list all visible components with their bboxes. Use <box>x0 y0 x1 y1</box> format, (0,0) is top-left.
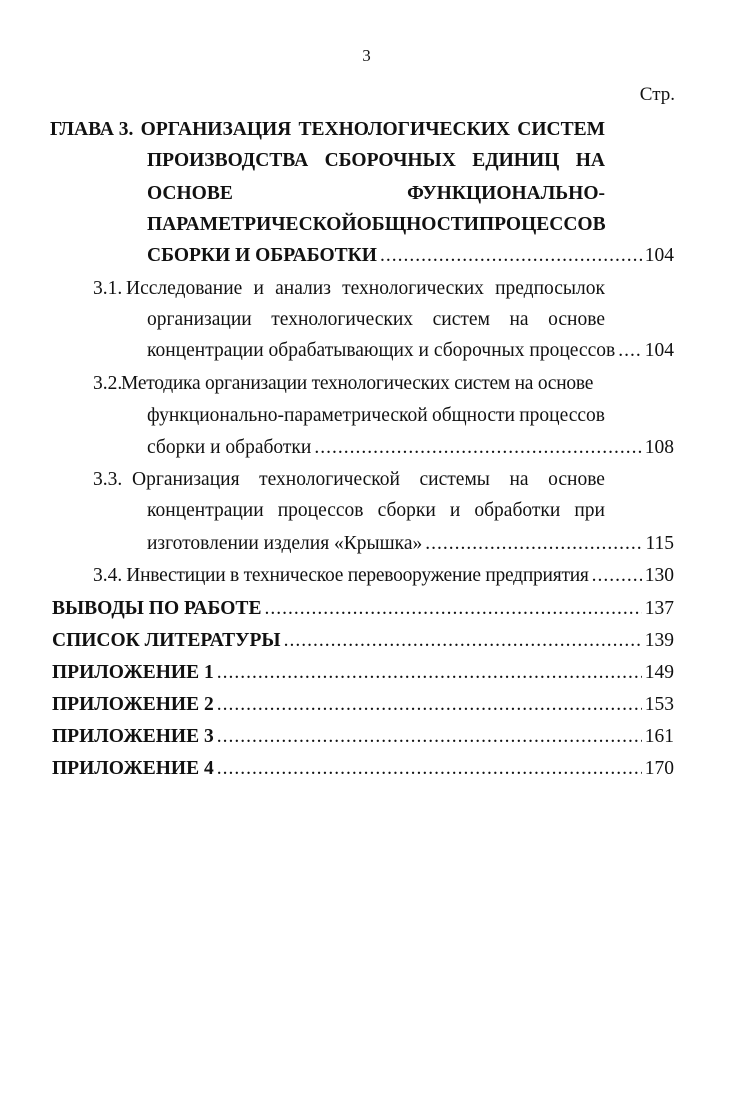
section-number: 3.1. <box>93 278 123 299</box>
page-ref: 139 <box>644 630 674 651</box>
page-column-label: Стр. <box>639 84 675 105</box>
word: процессов <box>277 500 364 521</box>
word: ФУНКЦИОНАЛЬНО- <box>407 183 605 204</box>
toc-entry-conclusions[interactable] <box>52 597 674 621</box>
toc-entry-appendix-3[interactable] <box>52 725 674 749</box>
page-ref: 161 <box>644 726 674 747</box>
word: и <box>253 278 264 299</box>
word: технологической <box>259 469 400 490</box>
page-ref: 153 <box>644 694 674 715</box>
leader-dots <box>284 629 642 653</box>
word: технологических <box>342 278 484 299</box>
section-title-end: изготовлении изделия «Крышка» <box>147 533 423 554</box>
toc-entry-references[interactable] <box>52 629 674 653</box>
word: общности <box>431 405 515 426</box>
leader-dots <box>314 436 641 460</box>
page-ref: 115 <box>645 533 674 554</box>
section-line-1: Методика организации технологических систем на основе <box>121 373 594 394</box>
chapter-prefix: ГЛАВА 3. <box>50 119 134 140</box>
word: ОРГАНИЗАЦИЯ <box>140 119 292 140</box>
section-line-2 <box>147 499 605 523</box>
word: системы <box>419 469 490 490</box>
word: ТЕХНОЛОГИЧЕСКИХ <box>298 119 511 140</box>
section-number: 3.4. <box>93 565 123 586</box>
word: систем <box>432 309 490 330</box>
word: предпосылок <box>495 278 605 299</box>
toc-entry-appendix-1[interactable] <box>52 661 674 685</box>
word: процессов <box>519 405 605 426</box>
chapter-line-3 <box>147 182 605 206</box>
word: СИСТЕМ <box>517 119 605 140</box>
word: сборки <box>377 500 436 521</box>
toc-entry-appendix-4[interactable] <box>52 757 674 781</box>
leader-dots <box>217 693 642 717</box>
leader-dots <box>425 532 642 556</box>
leader-dots <box>217 725 642 749</box>
word: технологических <box>271 309 414 330</box>
section-title: Инвестиции в техническое перевооружение предприятия <box>126 565 589 586</box>
entry-title: ПРИЛОЖЕНИЕ 1 <box>52 662 214 683</box>
toc-entry-appendix-2[interactable] <box>52 693 674 717</box>
entry-title: ПРИЛОЖЕНИЕ 3 <box>52 726 214 747</box>
chapter-line-4 <box>147 213 605 237</box>
word: Исследование <box>126 278 243 299</box>
word: Организация <box>132 469 240 490</box>
section-number: 3.2. <box>93 373 123 394</box>
word: обработки <box>474 500 561 521</box>
leader-dots <box>592 564 642 588</box>
word: ОБЩНОСТИ <box>356 214 479 235</box>
leader-dots <box>264 597 641 621</box>
leader-dots <box>217 661 642 685</box>
word: анализ <box>275 278 331 299</box>
entry-title: СПИСОК ЛИТЕРАТУРЫ <box>52 630 281 651</box>
chapter-line-5[interactable] <box>147 244 674 268</box>
section-line-1 <box>132 468 605 492</box>
word: концентрации <box>147 500 264 521</box>
chapter-line-1 <box>50 118 605 142</box>
word: при <box>574 500 605 521</box>
word: основе <box>548 469 605 490</box>
leader-dots <box>217 757 642 781</box>
page-ref: 137 <box>644 598 674 619</box>
entry-title: ВЫВОДЫ ПО РАБОТЕ <box>52 598 262 619</box>
word: СБОРОЧНЫХ <box>324 150 456 171</box>
entry-title: ПРИЛОЖЕНИЕ 2 <box>52 694 214 715</box>
word: на <box>509 469 529 490</box>
word: и <box>449 500 461 521</box>
section-line-2 <box>147 404 605 428</box>
leader-dots <box>618 339 642 363</box>
section-line-3[interactable] <box>147 532 674 556</box>
page-ref: 108 <box>644 437 674 458</box>
word: ПАРАМЕТРИЧЕСКОЙ <box>147 214 357 235</box>
page-ref: 104 <box>644 245 674 266</box>
page-number: 3 <box>362 46 371 65</box>
word: основе <box>548 309 605 330</box>
page-ref: 149 <box>644 662 674 683</box>
section-line-2 <box>147 308 605 332</box>
section-line-3[interactable] <box>147 339 674 363</box>
word: функционально-параметрической <box>147 405 428 426</box>
word: организации <box>147 309 252 330</box>
section-line-3[interactable] <box>147 436 674 460</box>
entry-title: ПРИЛОЖЕНИЕ 4 <box>52 758 214 779</box>
section-number: 3.3. <box>93 469 123 490</box>
page-ref: 104 <box>644 340 674 361</box>
section-line-1 <box>126 277 605 301</box>
chapter-line-2 <box>147 149 605 173</box>
page-ref: 130 <box>644 565 674 586</box>
section-title-end: концентрации обрабатывающих и сборочных процессов <box>147 340 616 361</box>
leader-dots <box>380 244 642 268</box>
word: НА <box>575 150 605 171</box>
section-title-end: сборки и обработки <box>147 437 312 458</box>
word: ПРОИЗВОДСТВА <box>147 150 309 171</box>
word: на <box>509 309 529 330</box>
word: ПРОЦЕССОВ <box>478 214 606 235</box>
page-ref: 170 <box>644 758 674 779</box>
section-line-1[interactable] <box>93 564 674 588</box>
chapter-title-end: СБОРКИ И ОБРАБОТКИ <box>147 245 377 266</box>
word: ОСНОВЕ <box>147 183 233 204</box>
word: ЕДИНИЦ <box>472 150 560 171</box>
